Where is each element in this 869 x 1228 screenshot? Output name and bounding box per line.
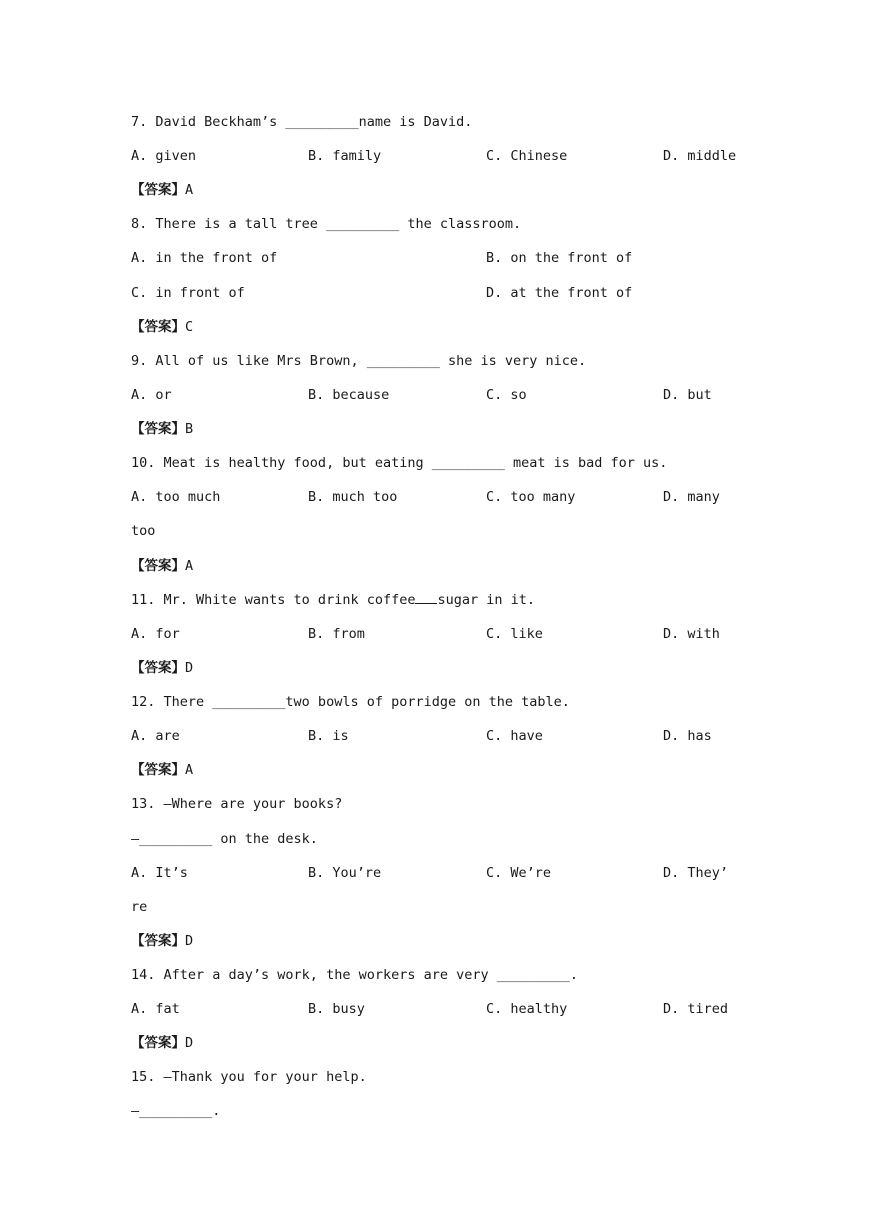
question-8: 8. There is a tall tree _________ the classroom. (131, 216, 522, 232)
answer-value: C (185, 319, 194, 335)
answer-label: 【答案】 (131, 1035, 185, 1051)
option-7b: B. family (308, 148, 382, 164)
option-11b: B. from (308, 626, 365, 642)
option-13d: D. They’ (663, 865, 729, 881)
option-12b: B. is (308, 728, 349, 744)
question-13-line2: —_________ on the desk. (131, 831, 318, 847)
question-11 (131, 590, 535, 610)
answer-9 (131, 419, 193, 439)
option-11d: D. with (663, 626, 720, 642)
question-14: 14. After a day’s work, the workers are very _________. (131, 967, 579, 983)
option-12d: D. has (663, 728, 712, 744)
option-14b: B. busy (308, 1001, 365, 1017)
option-13a: A. It’s (131, 865, 188, 881)
option-13d-wrap: re (131, 899, 148, 915)
option-8c: C. in front of (131, 285, 245, 301)
answer-value: D (185, 660, 194, 676)
option-9c: C. so (486, 387, 527, 403)
question-10: 10. Meat is healthy food, but eating _________ meat is bad for us. (131, 455, 668, 471)
answer-value: D (185, 1035, 194, 1051)
answer-value: D (185, 933, 194, 949)
answer-11 (131, 658, 193, 678)
answer-label: 【答案】 (131, 762, 185, 778)
option-8b: B. on the front of (486, 250, 633, 266)
question-15: 15. —Thank you for your help. (131, 1069, 367, 1085)
option-12c: C. have (486, 728, 543, 744)
answer-label: 【答案】 (131, 558, 185, 574)
option-10b: B. much too (308, 489, 398, 505)
option-9b: B. because (308, 387, 390, 403)
option-14c: C. healthy (486, 1001, 568, 1017)
question-7: 7. David Beckham’s _________name is David. (131, 114, 473, 130)
option-8d: D. at the front of (486, 285, 633, 301)
question-11-after: sugar in it. (437, 592, 536, 608)
option-7d: D. middle (663, 148, 737, 164)
answer-13 (131, 931, 193, 951)
question-13: 13. —Where are your books? (131, 796, 343, 812)
option-12a: A. are (131, 728, 180, 744)
option-10c: C. too many (486, 489, 576, 505)
answer-10 (131, 556, 193, 576)
question-9: 9. All of us like Mrs Brown, _________ she is very nice. (131, 353, 587, 369)
option-9a: A. or (131, 387, 172, 403)
option-7a: A. given (131, 148, 197, 164)
answer-value: A (185, 762, 194, 778)
question-11-before: 11. Mr. White wants to drink coffee (131, 592, 416, 608)
answer-label: 【答案】 (131, 933, 185, 949)
answer-value: B (185, 421, 194, 437)
answer-14 (131, 1033, 193, 1053)
option-11a: A. for (131, 626, 180, 642)
answer-blank (415, 591, 437, 604)
answer-label: 【答案】 (131, 319, 185, 335)
answer-8 (131, 317, 193, 337)
answer-label: 【答案】 (131, 182, 185, 198)
question-15-line2: —_________. (131, 1103, 221, 1119)
option-14d: D. tired (663, 1001, 729, 1017)
option-11c: C. like (486, 626, 543, 642)
answer-7 (131, 180, 193, 200)
answer-value: A (185, 182, 194, 198)
answer-label: 【答案】 (131, 421, 185, 437)
option-10a: A. too much (131, 489, 221, 505)
answer-label: 【答案】 (131, 660, 185, 676)
answer-value: A (185, 558, 194, 574)
answer-12 (131, 760, 193, 780)
option-13c: C. We’re (486, 865, 552, 881)
option-7c: C. Chinese (486, 148, 568, 164)
option-10d: D. many (663, 489, 720, 505)
option-13b: B. You’re (308, 865, 382, 881)
option-8a: A. in the front of (131, 250, 278, 266)
option-14a: A. fat (131, 1001, 180, 1017)
question-12: 12. There _________two bowls of porridge on the table. (131, 694, 570, 710)
option-9d: D. but (663, 387, 712, 403)
option-10d-wrap: too (131, 523, 156, 539)
